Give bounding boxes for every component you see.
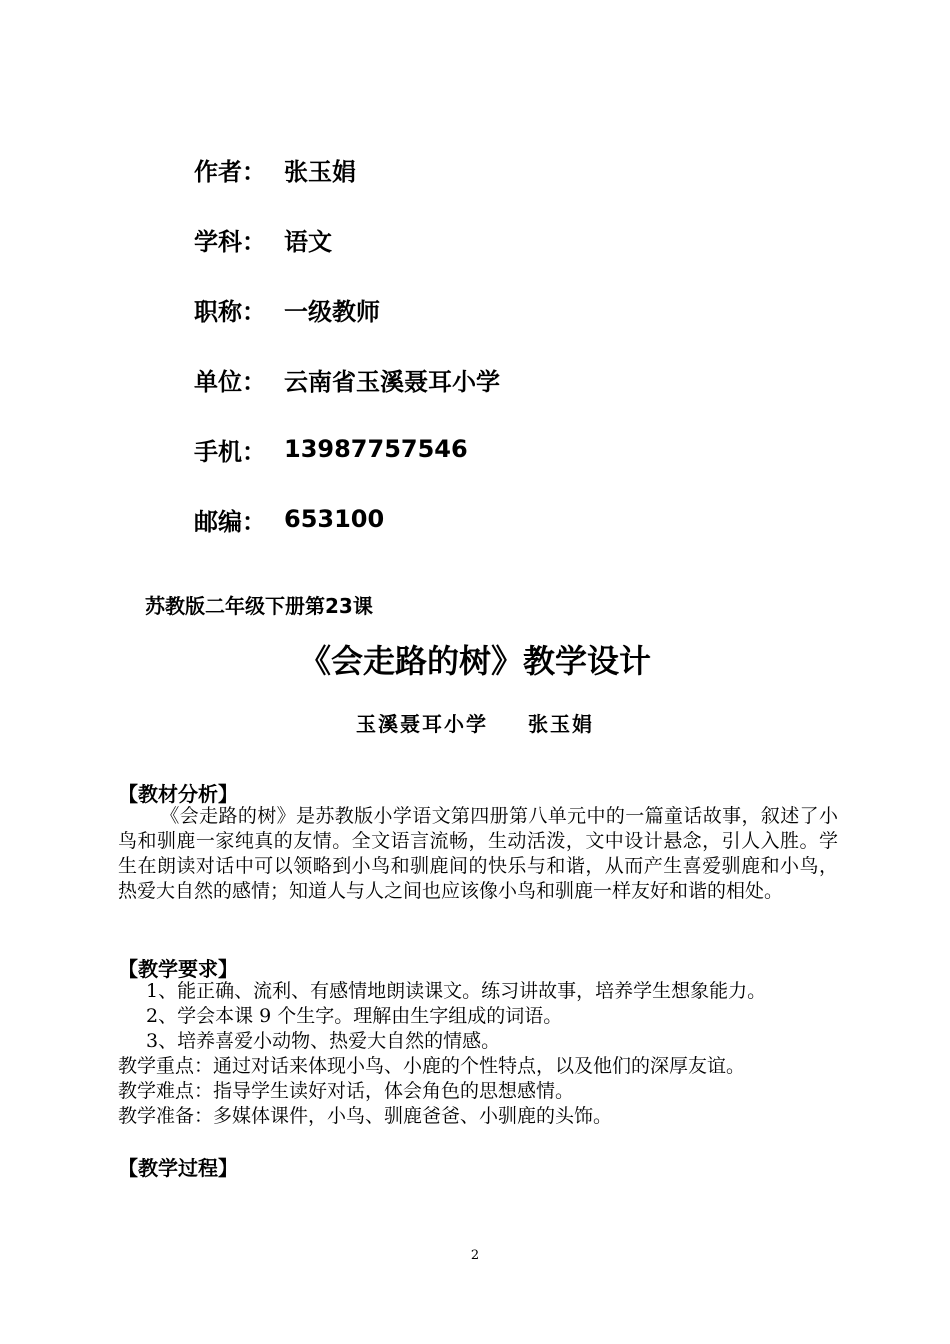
requirement-item: 2、学会本课 9 个生字。理解由生字组成的词语。 (146, 1005, 563, 1027)
page-number: 2 (470, 1248, 480, 1263)
byline-author: 张玉娟 (528, 712, 594, 736)
analysis-heading: 【教材分析】 (118, 782, 238, 806)
byline (0, 708, 950, 737)
byline-school: 玉溪聂耳小学 (356, 712, 488, 736)
info-value: 13987757546 (284, 435, 468, 463)
info-label: 单位： (194, 367, 266, 396)
info-row-author (194, 134, 500, 204)
info-row-phone (194, 414, 500, 484)
info-value: 653100 (284, 505, 385, 533)
info-value: 张玉娟 (284, 157, 356, 186)
difficulty: 教学难点：指导学生读好对话，体会角色的思想感情。 (118, 1080, 575, 1102)
info-row-unit (194, 344, 500, 414)
info-row-title (194, 274, 500, 344)
info-label: 职称： (194, 297, 266, 326)
info-value: 云南省玉溪聂耳小学 (284, 367, 500, 396)
requirements-heading: 【教学要求】 (118, 957, 238, 981)
key-point: 教学重点：通过对话来体现小鸟、小鹿的个性特点，以及他们的深厚友谊。 (118, 1055, 746, 1077)
info-label: 作者： (194, 157, 266, 186)
info-row-subject (194, 204, 500, 274)
process-heading: 【教学过程】 (118, 1156, 238, 1180)
requirement-item: 1、能正确、流利、有感情地朗读课文。练习讲故事，培养学生想象能力。 (146, 980, 767, 1002)
analysis-paragraph (118, 804, 838, 904)
info-value: 一级教师 (284, 297, 380, 326)
info-label: 邮编： (194, 507, 266, 536)
info-label: 手机： (194, 437, 266, 466)
lesson-label: 苏教版二年级下册第23课 (145, 594, 373, 618)
info-value: 语文 (284, 227, 332, 256)
analysis-text: 《会走路的树》是苏教版小学语文第四册第八单元中的一篇童话故事，叙述了小鸟和驯鹿一家纯真的友情。全文语言流畅，生动活泼，文中设计悬念，引人入胜。学生在朗读对话中可以领略到小鸟和驯鹿间的快乐与和谐，从而产生喜爱驯鹿和小鸟，热爱大自然的感情；知道人与人之间也应该像小鸟和驯鹿一样友好和谐的相处。 (118, 805, 838, 902)
preparation: 教学准备：多媒体课件，小鸟、驯鹿爸爸、小驯鹿的头饰。 (118, 1105, 613, 1127)
requirement-item: 3、培养喜爱小动物、热爱大自然的情感。 (146, 1030, 501, 1052)
info-row-postcode (194, 484, 500, 554)
page-title: 《会走路的树》教学设计 (298, 642, 651, 680)
author-info (194, 134, 500, 554)
info-label: 学科： (194, 227, 266, 256)
